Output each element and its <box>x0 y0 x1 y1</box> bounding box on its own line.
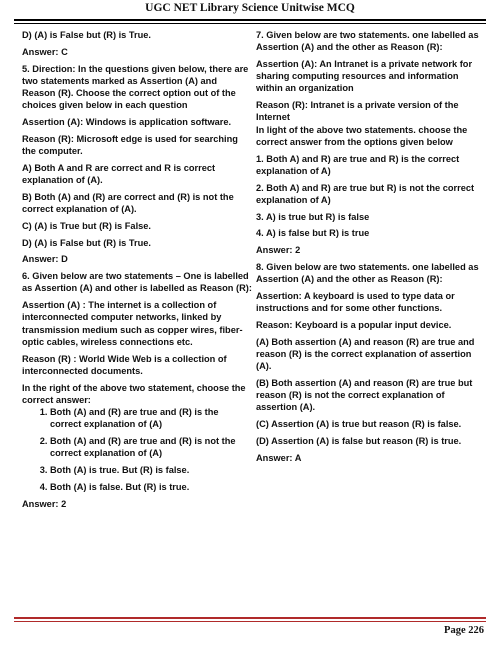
q6-option-3: 3. Both (A) is true. But (R) is false. <box>50 464 252 476</box>
q4-option-d: D) (A) is False but (R) is True. <box>22 30 151 40</box>
q7-option-1: 1. Both A) and R) are true and R) is the correct explanation of A) <box>256 153 460 176</box>
q7-option-2: 2. Both A) and R) are true but R) is not the correct explanation of A) <box>256 182 475 205</box>
q5-direction: 5. Direction: In the questions given below, there are two statements marked as Assertion (A) and Reason (R). Choose the correct option out of the choices given below in each question <box>22 63 249 111</box>
q7-answer: Answer: 2 <box>256 245 301 256</box>
left-column <box>22 29 252 514</box>
right-column <box>256 29 486 469</box>
q5-assertion: Assertion (A): Windows is application software. <box>22 117 232 127</box>
q8-reason: Reason: Keyboard is a popular input device. <box>256 320 452 330</box>
q8-question: 8. Given below are two statements. one labelled as Assertion (A) and the other as Reason (R): <box>256 262 479 285</box>
header-rule <box>14 19 486 21</box>
q7-assertion: Assertion (A): An Intranet is a private network for sharing computing resources and information within an organization <box>256 59 473 94</box>
q8-option-a: (A) Both assertion (A) and reason (R) are true and reason (R) is the correct explanation of assertion (A). <box>256 336 475 372</box>
q6-instruction: In the right of the above two statement, choose the correct answer: <box>22 382 246 405</box>
q8-option-b: (B) Both assertion (A) and reason (R) are true but reason (R) is not the correct explanation of assertion (A). <box>256 378 473 413</box>
q6-question: 6. Given below are two statements – One is labelled as Assertion (A) and other is labelled as Reason (R): <box>22 271 252 294</box>
q6-option-2: 2. Both (A) and (R) are true and (R) is not the correct explanation of (A) <box>50 435 252 459</box>
q5-option-c: C) (A) is True but (R) is False. <box>22 220 151 231</box>
q5-option-b: B) Both (A) and (R) are correct and (R) is not the correct explanation of (A). <box>22 191 234 214</box>
q6-option-1: 1. Both (A) and (R) are true and (R) is the correct explanation of (A) <box>50 406 252 430</box>
q5-option-a: A) Both A and R are correct and R is correct explanation of (A). <box>22 162 216 185</box>
q6-option-4: 4. Both (A) is false. But (R) is true. <box>50 481 252 493</box>
q7-question: 7. Given below are two statements. one labelled as Assertion (A) and the other as Reason (R): <box>256 30 479 53</box>
q5-option-d: D) (A) is False but (R) is True. <box>22 237 151 248</box>
footer-rule-thin <box>14 621 486 622</box>
q6-options <box>22 406 252 493</box>
footer-rule <box>14 617 486 619</box>
q7-reason: Reason (R): Intranet is a private version of the Internet <box>256 100 459 123</box>
q8-option-c: (C) Assertion (A) is true but reason (R) is false. <box>256 419 462 430</box>
q4-answer: Answer: C <box>22 46 68 57</box>
q8-assertion: Assertion: A keyboard is used to type data or instructions and for some other functions. <box>256 291 455 314</box>
q6-answer: Answer: 2 <box>22 498 67 509</box>
q7-instruction: In light of the above two statements. choose the correct answer from the options given below <box>256 124 468 147</box>
q5-reason: Reason (R): Microsoft edge is used for searching the computer. <box>22 133 238 156</box>
header-rule-thin <box>14 23 486 24</box>
q6-assertion: Assertion (A) : The internet is a collection of interconnected computer networks, linked by transmission medium such as copper wires, fiber-optic cables, wireless connections etc. <box>22 300 243 347</box>
q6-reason: Reason (R) : World Wide Web is a collection of interconnected documents. <box>22 353 227 376</box>
q7-option-3: 3. A) is true but R) is false <box>256 211 370 222</box>
q8-answer: Answer: A <box>256 452 302 463</box>
q7-option-4: 4. A) is false but R) is true <box>256 228 370 239</box>
page-number: Page 226 <box>444 625 484 636</box>
q8-option-d: (D) Assertion (A) is false but reason (R) is true. <box>256 436 462 446</box>
q5-answer: Answer: D <box>22 254 68 265</box>
page-header: UGC NET Library Science Unitwise MCQ <box>145 2 355 14</box>
